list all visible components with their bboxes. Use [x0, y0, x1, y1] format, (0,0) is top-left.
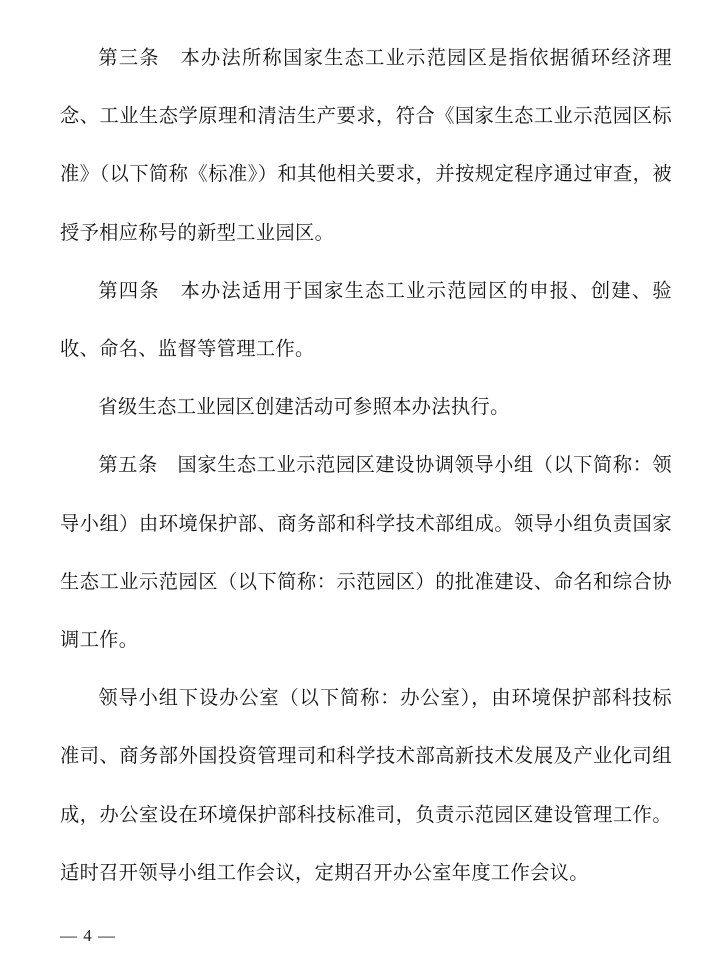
paragraph-office: 领导小组下设办公室（以下简称：办公室），由环境保护部科技标准司、商务部外国投资管理司和科学技术部高新技术发展及产业化司组成，办公室设在环境保护部科技标准司，负责示范园区建设管理工作。适时召开领导小组工作会议，定期召开办公室年度工作会议。 — [60, 686, 672, 884]
body-text — [60, 29, 672, 902]
page-number: — 4 — — [60, 926, 116, 945]
paragraph-provincial-note: 省级生态工业园区创建活动可参照本办法执行。 — [98, 395, 510, 419]
paragraph-article-5: 第五条 国家生态工业示范园区建设协调领导小组（以下简称：领导小组）由环境保护部、商务部和科学技术部组成。领导小组负责国家生态工业示范园区（以下简称：示范园区）的批准建设、命名和综合协调工作。 — [60, 453, 672, 652]
paragraph-article-4: 第四条 本办法适用于国家生态工业示范园区的申报、创建、验收、命名、监督等管理工作。 — [60, 278, 672, 361]
paragraph-article-3: 第三条 本办法所称国家生态工业示范园区是指依据循环经济理念、工业生态学原理和清洁生产要求，符合《国家生态工业示范园区标准》（以下简称《标准》）和其他相关要求，并按规定程序通过审查，被授予相应称号的新型工业园区。 — [60, 46, 672, 244]
